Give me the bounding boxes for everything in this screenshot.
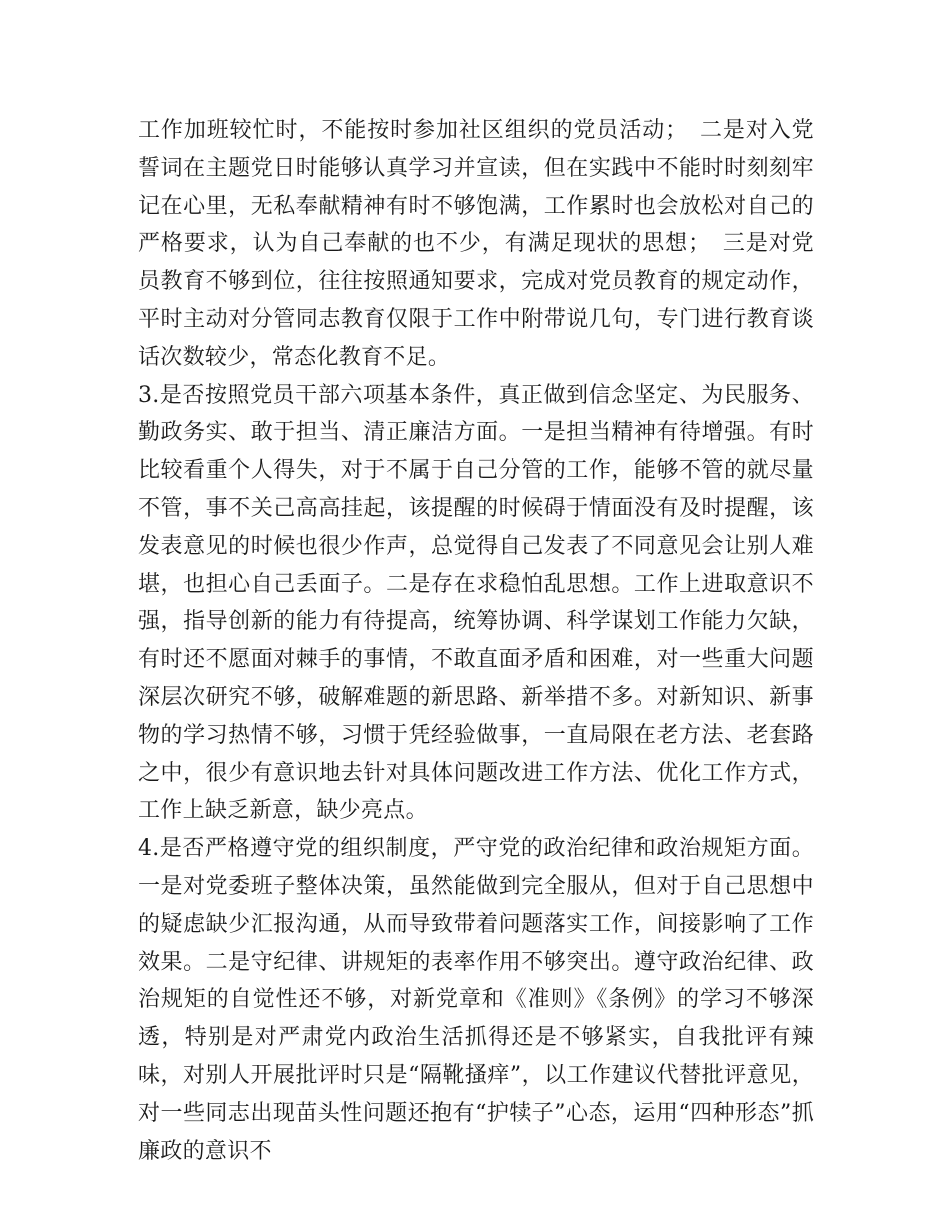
paragraph-item-3: 3.是否按照党员干部六项基本条件，真正做到信念坚定、为民服务、勤政务实、敢于担当、清正廉洁方面。一是担当精神有待增强。有时比较看重个人得失，对于不属于自己分管的工作，能够不管的就尽量不管，事不关己高高挂起，该提醒的时候碍于情面没有及时提醒，该发表意见的时候也很少作声，总觉得自己发表了不同意见会让别人难堪，也担心自己丢面子。二是存在求稳怕乱思想。工作上进取意识不强，指导创新的能力有待提高，统筹协调、科学谋划工作能力欠缺，有时还不愿面对棘手的事情，不敢直面矛盾和困难，对一些重大问题深层次研究不够，破解难题的新思路、新举措不多。对新知识、新事物的学习热情不够，习惯于凭经验做事，一直局限在老方法、老套路之中，很少有意识地去针对具体问题改进工作方法、优化工作方式，工作上缺乏新意，缺少亮点。 — [138, 382, 814, 824]
paragraph-item-4: 4.是否严格遵守党的组织制度，严守党的政治纪律和政治规矩方面。一是对党委班子整体决策，虽然能做到完全服从，但对于自己思想中的疑虑缺少汇报沟通，从而导致带着问题落实工作，间接影响了工作效果。二是守纪律、讲规矩的表率作用不够突出。遵守政治纪律、政治规矩的自觉性还不够，对新党章和《准则》《条例》的学习不够深透，特别是对严肃党内政治生活抓得还是不够紧实，自我批评有辣味，对别人开展批评时只是“隔靴搔痒”，以工作建议代替批评意见，对一些同志出现苗头性问题还抱有“护犊子”心态，运用“四种形态”抓廉政的意识不 — [138, 836, 814, 1164]
document-body — [138, 112, 814, 1170]
paragraph-continuation: 工作加班较忙时，不能按时参加社区组织的党员活动； 二是对入党誓词在主题党日时能够认真学习并宣读，但在实践中不能时时刻刻牢记在心里，无私奉献精神有时不够饱满，工作累时也会放松对自己的严格要求，认为自己奉献的也不少，有满足现状的思想； 三是对党员教育不够到位，往往按照通知要求，完成对党员教育的规定动作，平时主动对分管同志教育仅限于工作中附带说几句，专门进行教育谈话次数较少，常态化教育不足。 — [138, 118, 814, 370]
